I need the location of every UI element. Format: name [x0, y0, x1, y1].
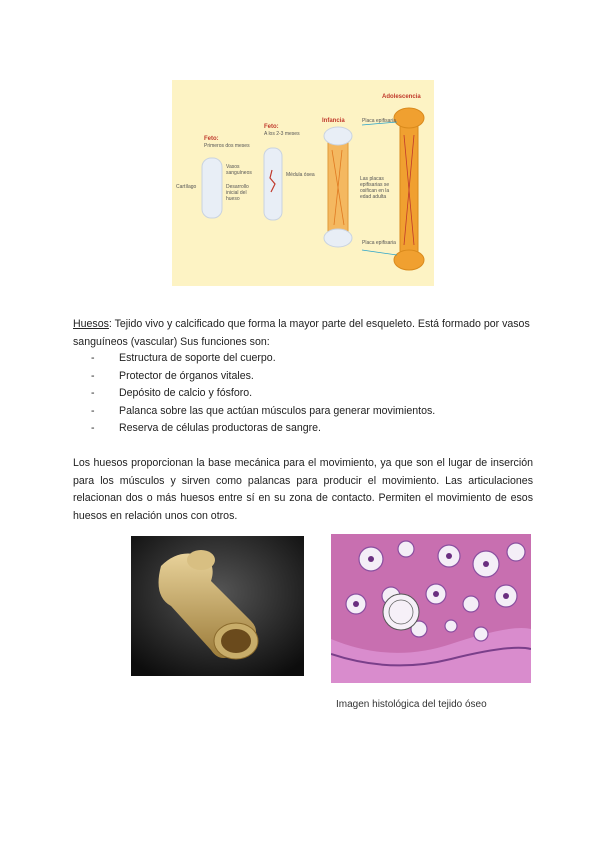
histology-caption: Imagen histológica del tejido óseo	[336, 699, 487, 710]
bone-photo-illustration	[131, 536, 304, 676]
label-epiphysis-bottom: Placa epifisaria	[362, 240, 396, 246]
list-item: - Reserva de células productoras de sangre.	[91, 420, 435, 438]
label-cartilage: Cartílago	[176, 184, 197, 190]
label-growth-plates: Las placas epifisarias se osifican en la edad adulta	[360, 176, 390, 200]
list-item: - Estructura de soporte del cuerpo.	[91, 350, 435, 368]
label-marrow: Médula ósea	[286, 172, 315, 178]
stage-sub-fetus2: A los 2-3 meses	[264, 131, 300, 137]
histology-illustration	[331, 534, 531, 683]
histology-image	[331, 534, 531, 683]
cartilage-model	[202, 158, 222, 218]
stage-sub-fetus1: Primeros dos meses	[204, 143, 250, 149]
list-item: - Depósito de calcio y fósforo.	[91, 385, 435, 403]
mechanics-paragraph: Los huesos proporcionan la base mecánica para el movimiento, ya que son el lugar de inserción para los músculos y sirven como palancas para producir el movimiento. Las articulaciones relacionan dos o más huesos entre sí en su zona de contacto. Permiten el movimiento de esos huesos en relación unos con otros.	[73, 457, 533, 522]
label-vessels: Vasos sanguíneos	[226, 164, 252, 176]
stage-title-fetus1: Feto:	[204, 136, 219, 142]
bones-definition	[73, 316, 533, 351]
stage-title-fetus2: Feto:	[264, 124, 279, 130]
fetal-bone-model	[264, 148, 282, 220]
functions-list	[91, 350, 435, 438]
list-item: - Palanca sobre las que actúan músculos para generar movimientos.	[91, 403, 435, 421]
list-item: - Protector de órganos vitales.	[91, 368, 435, 386]
bones-definition-text: : Tejido vivo y calcificado que forma la mayor parte del esqueleto. Está formado por vasos sanguíneos (vascular) Sus funciones son:	[73, 318, 530, 348]
label-development: Desarrollo inicial del hueso	[226, 184, 249, 202]
label-epiphysis: Placa epifisaria	[362, 118, 396, 124]
term-huesos: Huesos	[73, 318, 109, 330]
stage-title-adolescence: Adolescencia	[382, 94, 421, 100]
bone-photo	[131, 536, 304, 676]
bone-development-figure	[172, 80, 434, 286]
stage-title-infancy: Infancia	[322, 118, 345, 124]
